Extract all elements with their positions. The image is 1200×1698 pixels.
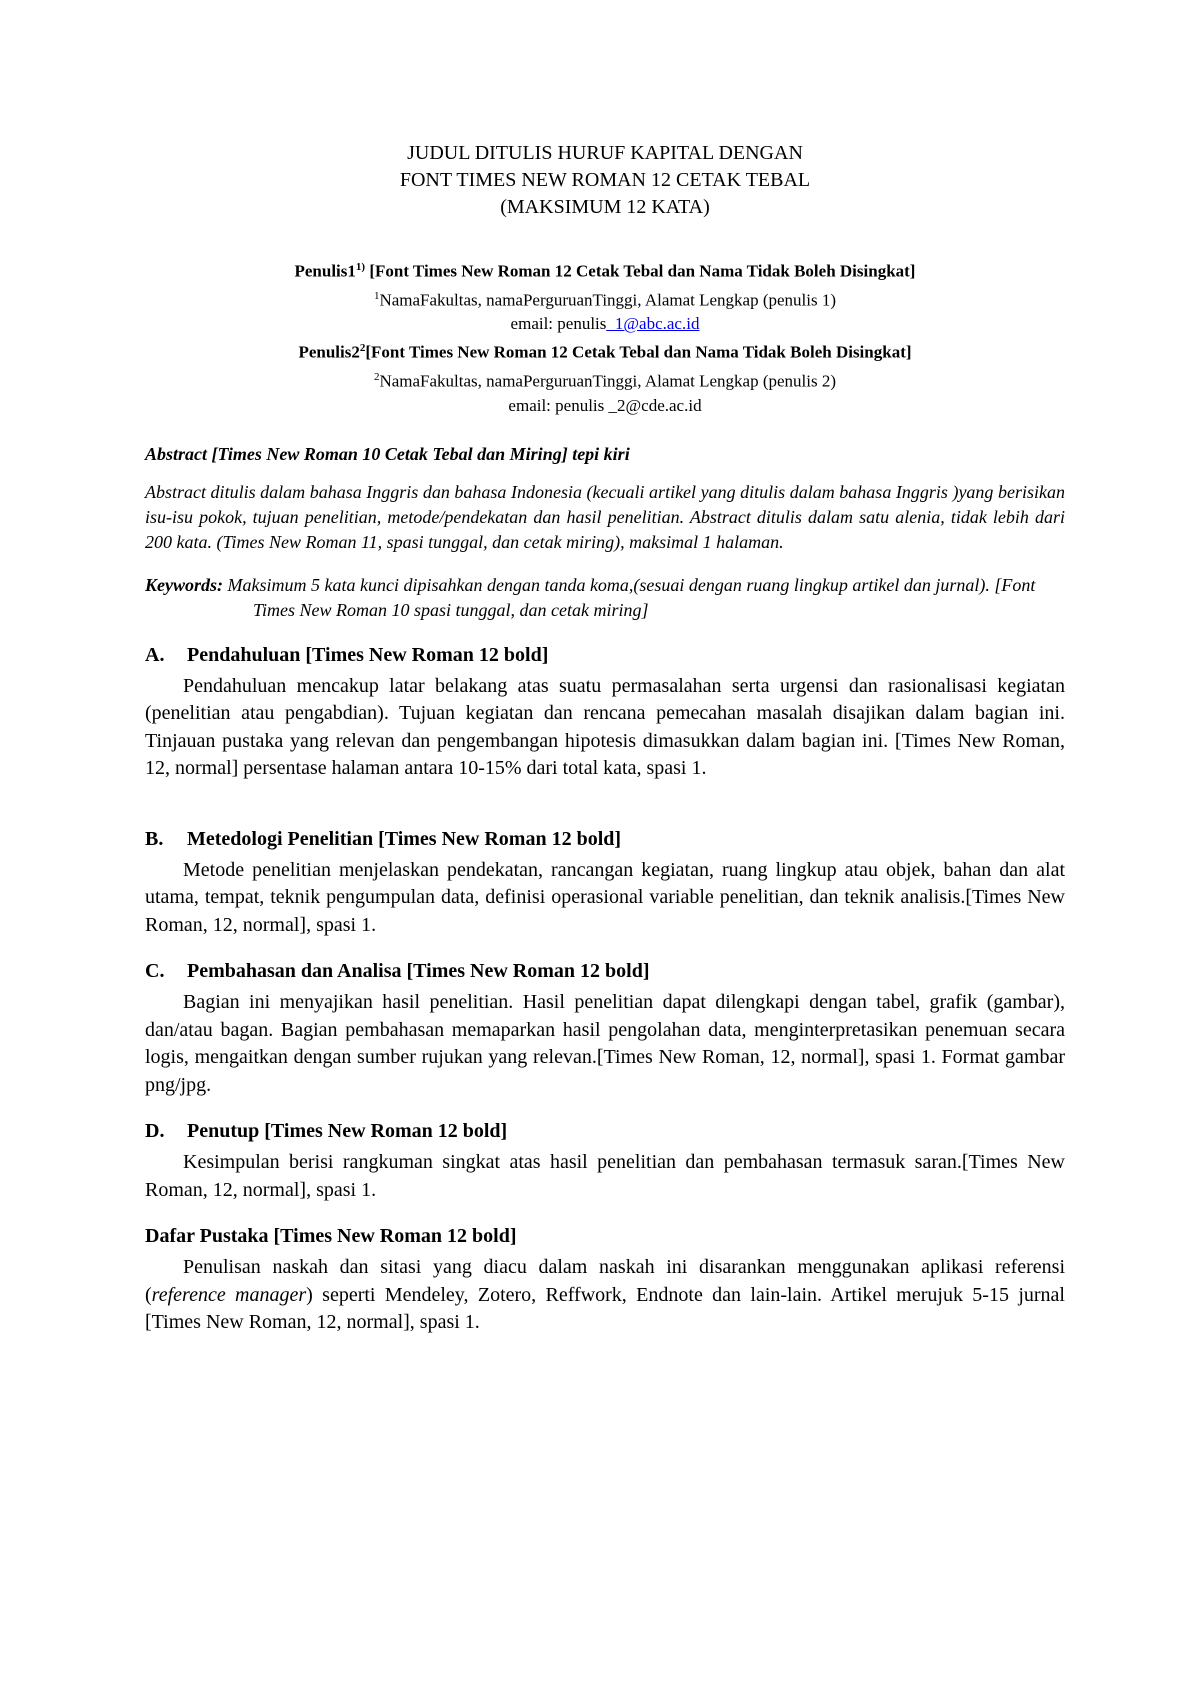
section-body: Pendahuluan mencakup latar belakang atas suatu permasalahan serta urgensi dan rasionalisasi kegiatan (penelitian atau pengabdian). Tujuan kegiatan dan rencana pemecahan masalah disajikan dalam bagian ini. Tinjauan pustaka yang relevan dan pengembangan hipotesis dimasukkan dalam bagian ini. [Times New Roman, 12, normal] persentase halaman antara 10-15% dari total kata, spasi 1. (145, 674, 1065, 780)
section-discussion (145, 957, 1065, 1099)
author-1-email-link[interactable]: _1@abc.ac.id (606, 314, 700, 334)
title-line-1: JUDUL DITULIS HURUF KAPITAL DENGAN (407, 142, 803, 164)
author-1-aff-sup: 1 (373, 289, 380, 302)
section-introduction (145, 641, 1065, 783)
references-text-part-2: ) seperti Mendeley, Zotero, Reffwork, Endnote dan lain-lain. Artikel merujuk 5-15 jurnal [Times New Roman, 12, normal], spasi 1. (145, 1283, 1065, 1334)
section-methodology (145, 825, 1065, 940)
author-2-name: Penulis2 (298, 342, 360, 362)
section-conclusion (145, 1117, 1065, 1204)
author-2-affiliation-line (145, 365, 1065, 394)
section-title: Pendahuluan [Times New Roman 12 bold] (187, 643, 549, 666)
section-heading (145, 957, 1065, 985)
section-letter: B. (145, 827, 164, 850)
author-block (145, 255, 1065, 418)
section-body: Kesimpulan berisi rangkuman singkat atas hasil penelitian dan pembahasan termasuk saran.[Times New Roman, 12, normal], spasi 1. (145, 1151, 1065, 1201)
section-title: Dafar Pustaka [Times New Roman 12 bold] (145, 1225, 517, 1248)
author-1-email-line (145, 312, 1065, 336)
section-title: Penutup [Times New Roman 12 bold] (187, 1120, 508, 1143)
author-1-note: [Font Times New Roman 12 Cetak Tebal dan Nama Tidak Boleh Disingkat] (365, 261, 916, 281)
section-heading (145, 825, 1065, 853)
author-2-note: [Font Times New Roman 12 Cetak Tebal dan Nama Tidak Boleh Disingkat] (365, 342, 912, 362)
abstract-heading: Abstract [Times New Roman 10 Cetak Tebal dan Miring] tepi kiri (145, 443, 630, 464)
author-2-email: email: penulis _2@cde.ac.id (508, 395, 702, 415)
section-body: Bagian ini menyajikan hasil penelitian. Hasil penelitian dapat dilengkapi dengan tabel, grafik (gambar), dan/atau bagan. Bagian pembahasan memaparkan hasil pengolahan data, menginterpretasikan penemuan secara logis, mengaitkan dengan sumber rujukan yang relevan.[Times New Roman, 12, normal], spasi 1. Format gambar png/jpg. (145, 991, 1065, 1096)
keywords-text: Maksimum 5 kata kunci dipisahkan dengan tanda koma,(sesuai dengan ruang lingkup artikel dan jurnal). [Font Times New Roman 10 spasi tunggal, dan cetak miring] (223, 574, 1036, 620)
keywords (145, 573, 1065, 623)
section-body (145, 1254, 1065, 1337)
references-text-part-1: Penulisan naskah dan sitasi yang diacu dalam naskah ini disarankan menggunakan aplikasi referensi ( (145, 1256, 1065, 1306)
author-1-email-prefix: email: penulis (510, 314, 607, 334)
section-heading (145, 1222, 1065, 1250)
author-1-line (145, 255, 1065, 284)
author-2-line (145, 336, 1065, 365)
section-references (145, 1222, 1065, 1337)
section-letter: D. (145, 1120, 165, 1143)
author-1-name: Penulis1 (294, 261, 356, 281)
title-line-2: FONT TIMES NEW ROMAN 12 CETAK TEBAL (399, 169, 811, 191)
author-1-affiliation: NamaFakultas, namaPerguruanTinggi, Alamat Lengkap (penulis 1) (379, 290, 837, 310)
author-2-affiliation: NamaFakultas, namaPerguruanTinggi, Alamat Lengkap (penulis 2) (379, 371, 837, 391)
section-letter: C. (145, 960, 165, 983)
keywords-label: Keywords: (145, 574, 223, 595)
section-title: Metedologi Penelitian [Times New Roman 12 bold] (187, 827, 622, 850)
title-line-3: (MAKSIMUM 12 KATA) (500, 196, 710, 218)
document-page (145, 140, 1065, 1337)
section-body: Metode penelitian menjelaskan pendekatan, rancangan kegiatan, ruang lingkup atau objek, bahan dan alat utama, tempat, teknik pengumpulan data, definisi operasional variable penelitian, dan teknik analisis.[Times New Roman, 12, normal], spasi 1. (145, 858, 1065, 936)
section-letter: A. (145, 643, 165, 666)
references-text-italic: reference manager (151, 1283, 307, 1306)
author-2-aff-sup: 2 (373, 370, 380, 383)
section-heading (145, 641, 1065, 669)
author-1-affiliation-line (145, 284, 1065, 313)
abstract-body: Abstract ditulis dalam bahasa Inggris dan bahasa Indonesia (kecuali artikel yang ditulis dalam bahasa Inggris )yang berisikan isu-isu pokok, tujuan penelitian, metode/pendekatan dan hasil penelitian. Abstract ditulis dalam satu alenia, tidak lebih dari 200 kata. (Times New Roman 11, spasi tunggal, dan cetak miring), maksimal 1 halaman. (145, 481, 1065, 552)
section-heading (145, 1117, 1065, 1145)
paper-title (145, 140, 1065, 221)
author-1-sup: 1) (355, 261, 366, 273)
author-2-sup: 2 (359, 342, 366, 355)
section-title: Pembahasan dan Analisa [Times New Roman 12 bold] (187, 960, 650, 983)
